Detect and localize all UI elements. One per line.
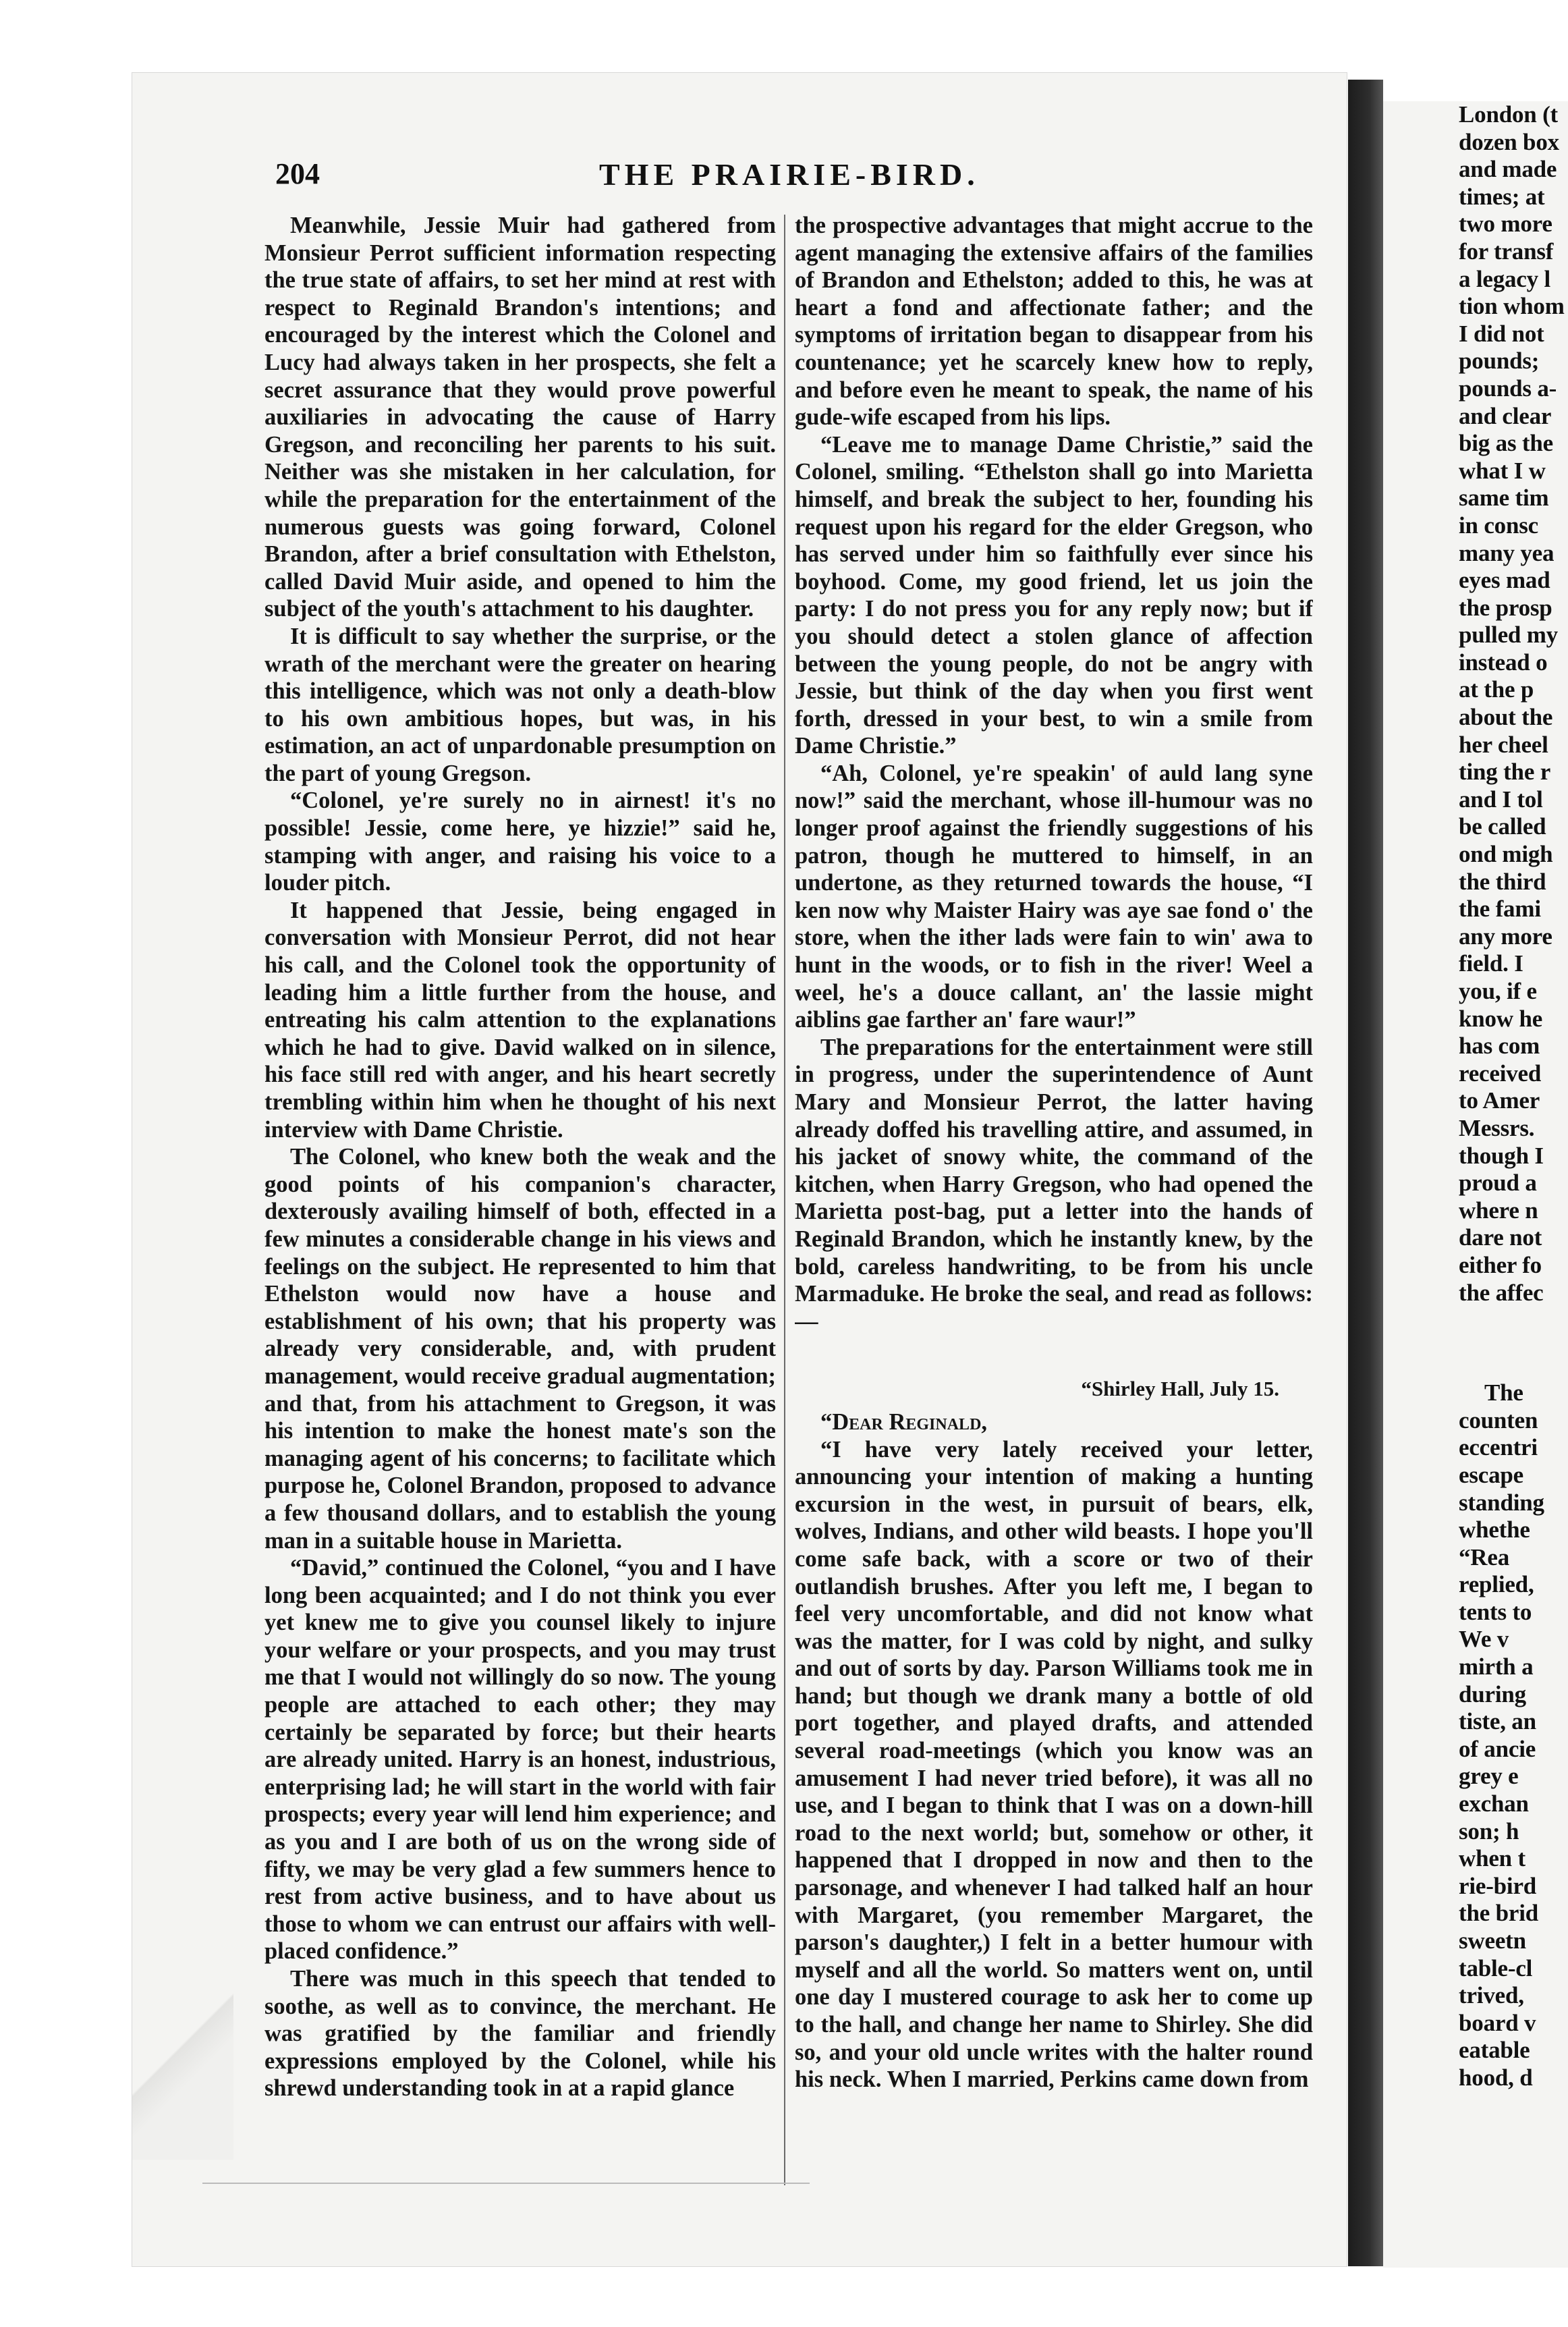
facing-page-line: either fo xyxy=(1459,1251,1542,1278)
paragraph: “Leave me to manage Dame Christie,” said the Colonel, smiling. “Ethelston shall go into Marietta himself, and break the subject to her, founding his request upon his regard for the elder Gregson, who has served under him so faithfully ever since his boyhood. Come, my good friend, let us join the party: I do not press you for any reply now; but if you should detect a stolen glance of affection between the young people, do not be angry with Jessie, but think of the day when you first went forth, dressed in your best, to win a smile from Dame Christie.” xyxy=(795,431,1313,759)
facing-page-line: tion whom xyxy=(1459,293,1565,320)
facing-page-line: hood, d xyxy=(1459,2064,1533,2091)
facing-page-line: for transf xyxy=(1459,238,1554,265)
facing-page-line: whethe xyxy=(1459,1516,1530,1543)
paragraph: “Ah, Colonel, ye're speakin' of auld lang syne now!” said the merchant, whose ill-humour was no longer proof against the friendly suggestions of his patron, though he muttered to himself, in an undertone, as they returned towards the house, “I ken now why Maister Hairy was aye sae fond o' the store, when the ither lads were fain to win' awa to hunt in the woods, or to fish in the river! Weel a weel, he's a douce callant, an' the lassie might aiblins gae farther an' fare waur!” xyxy=(795,760,1313,1033)
facing-page-line: her cheel xyxy=(1459,731,1548,758)
facing-page-line: you, if e xyxy=(1459,978,1537,1004)
letter-salutation: “Dear Reginald, xyxy=(820,1408,988,1435)
facing-page-line: during xyxy=(1459,1680,1526,1707)
letter-dateline: “Shirley Hall, July 15. xyxy=(1081,1377,1279,1401)
facing-page-line: has com xyxy=(1459,1033,1540,1060)
running-header xyxy=(275,157,1314,197)
facing-page-line: eatable xyxy=(1459,2037,1530,2064)
facing-page-line: big as the xyxy=(1459,430,1553,457)
facing-page-line: We v xyxy=(1459,1626,1509,1653)
facing-page-line: and I tol xyxy=(1459,786,1543,813)
column-rule xyxy=(784,215,785,2185)
facing-page-line: in consc xyxy=(1459,512,1538,539)
facing-page-line: any more xyxy=(1459,923,1552,950)
facing-page-line: to Amer xyxy=(1459,1087,1540,1114)
facing-page-line: grey e xyxy=(1459,1763,1519,1790)
facing-page-line: I did not xyxy=(1459,320,1544,347)
facing-page-line: eccentri xyxy=(1459,1434,1538,1461)
facing-page-line: instead o xyxy=(1459,649,1548,676)
facing-page-line: escape xyxy=(1459,1461,1523,1488)
facing-page-line: when t xyxy=(1459,1845,1525,1872)
facing-page-line: eyes mad xyxy=(1459,567,1550,594)
right-column xyxy=(795,212,1313,2203)
facing-page-line: replied, xyxy=(1459,1571,1534,1598)
facing-page-upper-lines xyxy=(1383,101,1568,1307)
folded-corner xyxy=(132,1957,233,2160)
facing-page-line: the fami xyxy=(1459,896,1541,923)
facing-page-line: “Rea xyxy=(1459,1543,1510,1570)
facing-page-line: though I xyxy=(1459,1142,1544,1169)
facing-page-line: the brid xyxy=(1459,1900,1538,1927)
facing-page-line: table-cl xyxy=(1459,1954,1533,1981)
facing-page-line: Messrs. xyxy=(1459,1114,1535,1141)
facing-page-line: field. I xyxy=(1459,950,1523,977)
bottom-rule xyxy=(202,2183,810,2184)
facing-page-fragment xyxy=(1383,101,1568,2268)
facing-page-lower-lines xyxy=(1383,1379,1568,2091)
facing-page-line: standing xyxy=(1459,1489,1544,1516)
paragraph: It is difficult to say whether the surprise, or the wrath of the merchant were the greater on hearing this intelligence, which was not only a death-blow to his own ambitious hopes, but was, in his estimation, an act of unpardonable presumption on the part of young Gregson. xyxy=(264,623,776,786)
facing-page-line: and clear xyxy=(1459,402,1552,429)
facing-page-line: London (t xyxy=(1459,101,1559,128)
facing-page-line: be called xyxy=(1459,813,1546,840)
book-gutter xyxy=(1348,80,1383,2266)
facing-page-line: know he xyxy=(1459,1005,1543,1032)
facing-page-line: trived, xyxy=(1459,1982,1524,2009)
facing-page-line: counten xyxy=(1459,1406,1538,1433)
facing-page-line: a legacy l xyxy=(1459,265,1551,292)
facing-page-line: about the xyxy=(1459,704,1553,731)
facing-page-line: mirth a xyxy=(1459,1653,1534,1680)
page-number: 204 xyxy=(275,157,320,190)
facing-page-line: proud a xyxy=(1459,1170,1537,1197)
facing-page-line: what I w xyxy=(1459,457,1546,484)
facing-page-line: pounds; xyxy=(1459,348,1540,375)
facing-page-line: rie-bird xyxy=(1459,1872,1537,1899)
facing-page-line: many yea xyxy=(1459,539,1555,566)
paragraph: The preparations for the entertainment were still in progress, under the superintendence of Aunt Mary and Monsieur Perrot, the latter having already doffed his travelling attire, and assumed, in his jacket of snowy white, the command of the kitchen, when Harry Gregson, who had opened the Marietta post-bag, put a letter into the hands of Reginald Brandon, which he instantly knew, by the bold, careless handwriting, to be from his uncle Marmaduke. He broke the seal, and read as follows:— xyxy=(795,1034,1313,1334)
running-title: THE PRAIRIE-BIRD. xyxy=(599,157,980,192)
facing-page-line: the affec xyxy=(1459,1279,1544,1306)
paragraph: “Colonel, ye're surely no in airnest! it's no possible! Jessie, come here, ye hizzie!” said he, stamping with anger, and raising his voice to a louder pitch. xyxy=(264,788,776,896)
facing-page-line: ting the r xyxy=(1459,759,1551,786)
facing-page-line: sweetn xyxy=(1459,1927,1526,1954)
facing-page-line: tents to xyxy=(1459,1598,1532,1625)
facing-page-line: pulled my xyxy=(1459,622,1558,649)
facing-page-line: at the p xyxy=(1459,676,1534,703)
facing-page-line: the third xyxy=(1459,868,1546,895)
facing-page-line: of ancie xyxy=(1459,1735,1536,1762)
facing-page-line: son; h xyxy=(1459,1817,1519,1844)
facing-page-line: two more xyxy=(1459,211,1552,238)
facing-page-line: received xyxy=(1459,1060,1542,1087)
facing-page-line: where n xyxy=(1459,1197,1538,1224)
facing-page-line: The xyxy=(1484,1379,1523,1406)
facing-page-line: times; at xyxy=(1459,183,1545,210)
facing-page-line: same tim xyxy=(1459,485,1549,512)
letter-body: “I have very lately received your letter, announcing your intention of making a hunting excursion in the west, in pursuit of bears, elk, wolves, Indians, and other wild beasts. I hope you'll come safe back, with a score or two of their outlandish brushes. After you left me, I began to feel very uncomfortable, and did not know what was the matter, for I was cold by night, and sulky and out of sorts by day. Parson Williams took me in hand; but though we drank many a bottle of old port together, and played drafts, and attended several road-meetings (which you know was an amusement I had never tried before), it was all no use, and I began to think that I was on a down-hill road to the next world; but, somehow or other, it happened that I dropped in now and then to the parsonage, and whenever I had talked half an hour with Margaret, (you remember Margaret, the parson's daughter,) I felt in a better humour with myself and all the world. So matters went on, until one day I mustered courage to ask her to come up to the hall, and change her name to Shirley. She did so, and your old uncle writes with the halter round his neck. When I married, Perkins came down from xyxy=(795,1436,1313,2093)
facing-page-line: the prosp xyxy=(1459,594,1552,621)
paragraph: It happened that Jessie, being engaged in conversation with Monsieur Perrot, did not hear his call, and the Colonel took the opportunity of leading him a little further from the house, and entreating his calm attention to the explanations which he had to give. David walked on in silence, his face still red with anger, and his heart secretly trembling within him when he thought of his next interview with Dame Christie. xyxy=(264,897,776,1143)
paragraph: “David,” continued the Colonel, “you and I have long been acquainted; and I do not think you ever yet knew me to give you counsel likely to injure your welfare or your prospects, and you may trust me that I would not willingly do so now. The young people are attached to each other; they may certainly be separated by force; but their hearts are already united. Harry is an honest, industrious, enterprising lad; he will start in the world with fair prospects; every year will lend him experience; and as you and I are both of us on the wrong side of fifty, we may be very glad a few summers hence to rest from active business, and to have about us those to whom we can entrust our affairs with well-placed confidence.” xyxy=(264,1555,776,1965)
facing-page-line: exchan xyxy=(1459,1790,1529,1817)
facing-page-line: pounds a- xyxy=(1459,375,1557,402)
facing-page-line: board v xyxy=(1459,2009,1536,2036)
paragraph: the prospective advantages that might accrue to the agent managing the extensive affairs of the families of Brandon and Ethelston; added to this, he was at heart a fond and affectionate father; and the symptoms of irritation began to disappear from his countenance; yet he scarcely knew how to reply, and before even he meant to speak, the name of his gude-wife escaped from his lips. xyxy=(795,213,1313,431)
facing-page-line: tiste, an xyxy=(1459,1708,1536,1735)
facing-page-line: and made xyxy=(1459,156,1557,183)
paragraph: There was much in this speech that tended to soothe, as well as to convince, the merchant. He was gratified by the familiar and friendly expressions employed by the Colonel, while his shrewd understanding took in at a rapid glance xyxy=(264,1966,776,2102)
facing-page-line: dare not xyxy=(1459,1224,1542,1251)
facing-page-line: dozen box xyxy=(1459,128,1559,155)
facing-page-line: ond migh xyxy=(1459,841,1553,868)
left-column xyxy=(264,212,776,2203)
paragraph: The Colonel, who knew both the weak and the good points of his companion's character, dexterously availing himself of both, effected in a few minutes a considerable change in his views and feelings on the subject. He represented to him that Ethelston would now have a house and establishment of his own; that his property was already very considerable, and, with prudent management, would receive gradual augmentation; and that, from his attachment to Gregson, it was his intention to make the honest mate's son the managing agent of his concerns; to facilitate which purpose he, Colonel Brandon, proposed to advance a few thousand dollars, and to establish the young man in a suitable house in Marietta. xyxy=(264,1144,776,1554)
paragraph: Meanwhile, Jessie Muir had gathered from Monsieur Perrot sufficient information respecting the true state of affairs, to set her mind at rest with respect to Reginald Brandon's intentions; and encouraged by the interest which the Colonel and Lucy had always taken in her prospects, she felt a secret assurance that they would prove powerful auxiliaries in advocating the cause of Harry Gregson, and reconciling her parents to his suit. Neither was she mistaken in her calculation, for while the preparation for the entertainment of the numerous guests was going forward, Colonel Brandon, after a brief consultation with Ethelston, called David Muir aside, and opened to him the subject of the youth's attachment to his daughter. xyxy=(264,213,776,622)
